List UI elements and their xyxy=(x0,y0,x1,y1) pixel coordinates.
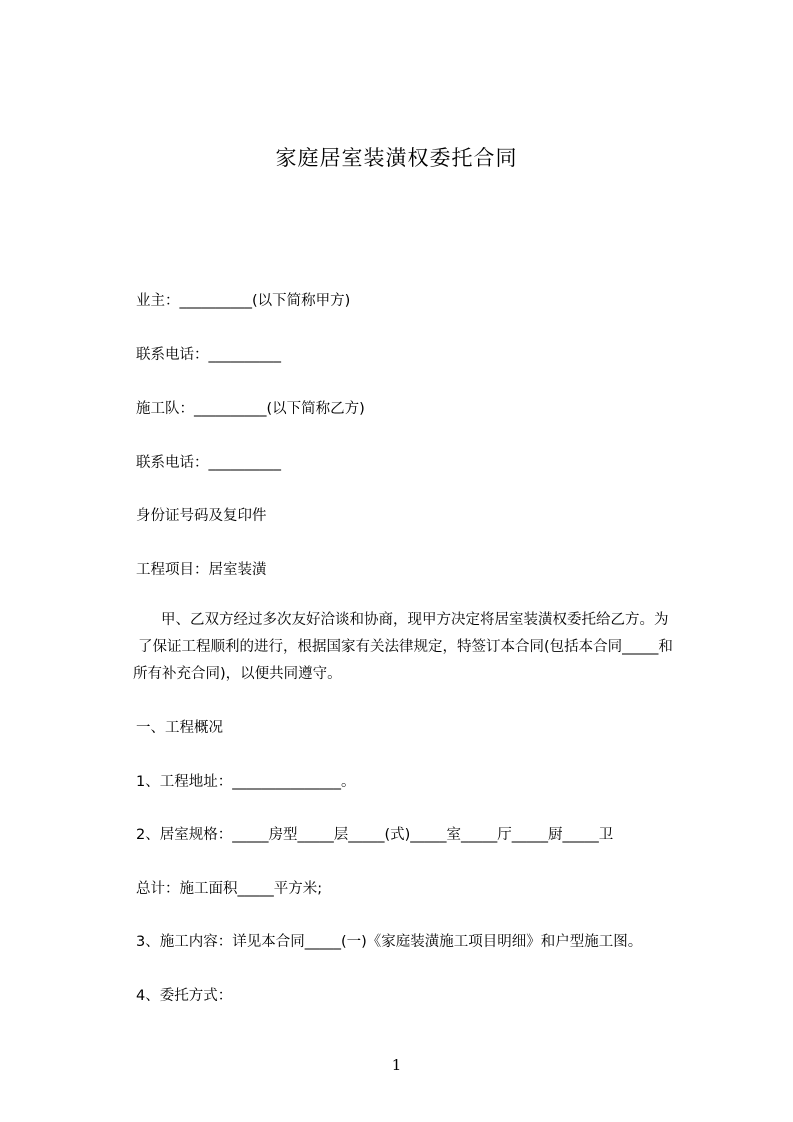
room-spec-line: 2、居室规格：_____房型_____层_____(式)_____室_____厅_____厨_____卫 xyxy=(136,827,614,843)
contractor-phone-line: 联系电话：__________ xyxy=(136,455,281,471)
document-title: 家庭居室装潢权委托合同 xyxy=(275,146,518,170)
contractor-line: 施工队：__________(以下简称乙方) xyxy=(136,401,365,417)
intro-paragraph xyxy=(133,607,701,688)
project-line: 工程项目：居室装潢 xyxy=(136,562,267,578)
section-1-heading: 一、工程概况 xyxy=(136,720,223,736)
commission-method-line: 4、委托方式： xyxy=(136,988,233,1004)
total-area-line: 总计：施工面积_____平方米; xyxy=(136,881,323,897)
construction-content-line: 3、施工内容：详见本合同_____(一)《家庭装潢施工项目明细》和户型施工图。 xyxy=(136,934,643,950)
owner-line: 业主：__________(以下简称甲方) xyxy=(136,293,351,309)
id-card-line: 身份证号码及复印件 xyxy=(136,508,267,524)
intro-paragraph-line-3: 所有补充合同)，以便共同遵守。 xyxy=(133,666,342,682)
intro-paragraph-line-1: 甲、乙双方经过多次友好洽谈和协商，现甲方决定将居室装潢权委托给乙方。为 xyxy=(161,612,669,628)
owner-phone-line: 联系电话：__________ xyxy=(136,347,281,363)
intro-paragraph-line-2: 了保证工程顺利的进行，根据国家有关法律规定，特签订本合同(包括本合同_____和 xyxy=(138,639,673,655)
project-address-line: 1、工程地址：_______________。 xyxy=(136,774,356,790)
page-number: 1 xyxy=(391,1056,402,1074)
